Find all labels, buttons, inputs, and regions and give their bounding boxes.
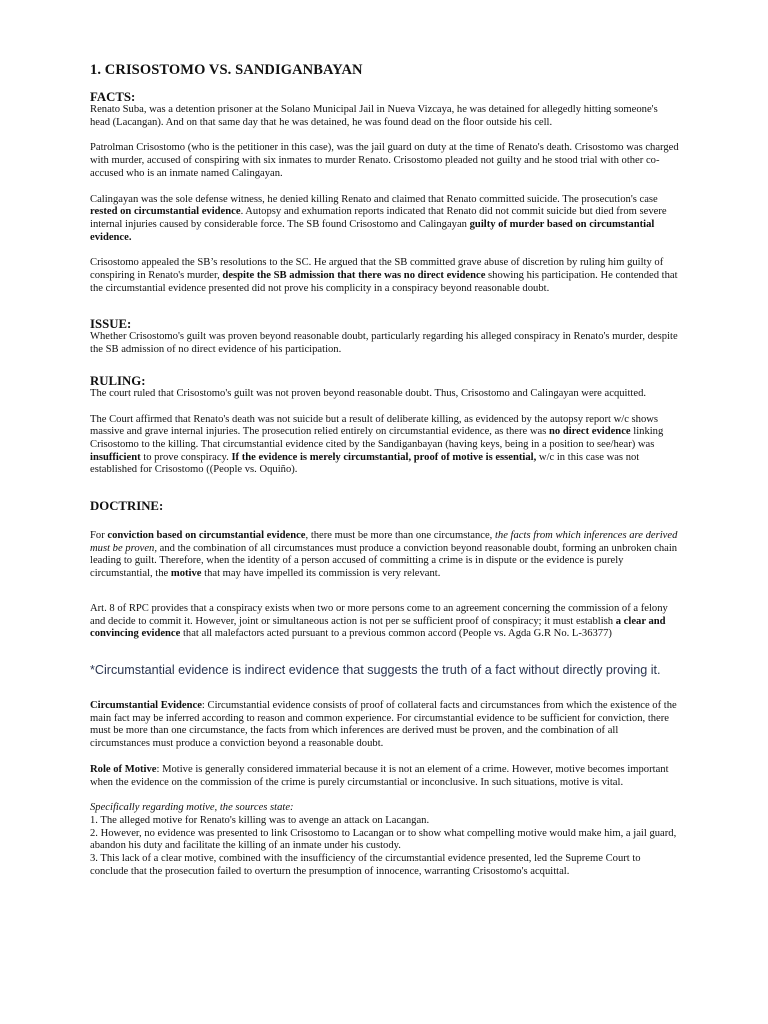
issue-paragraph: Whether Crisostomo's guilt was proven beyond reasonable doubt, particularly regarding his alleged conspiracy in Renato's murder, despite the SB admission of no direct evidence of his participation. bbox=[90, 331, 678, 356]
facts-paragraph-4: Crisostomo appealed the SB’s resolutions to the SC. He argued that the SB committed grave abuse of discretion by ruling him guilty of conspiring in Renato's murder, despite the SB admission that there was no direct evidence showing his participation. He contended that the circumstantial evidence presented did not prove his complicity in a conspiracy beyond reasonable doubt. bbox=[90, 257, 678, 294]
doctrine-heading: DOCTRINE: bbox=[90, 499, 164, 514]
doctrine-paragraph-1: For conviction based on circumstantial evidence, there must be more than one circumstance, the facts from which inferences are derived must be proven, and the combination of all circumstances must produce a conviction beyond reasonable doubt, forming an unbroken chain leading to guilt. Therefore, when the identity of a person accused of committing a crime is in dispute or the evidence is purely circumstantial, the motive that may have impelled its commission is very relevant. bbox=[90, 530, 678, 580]
case-title: 1. CRISOSTOMO VS. SANDIGANBAYAN bbox=[90, 62, 363, 78]
ruling-paragraph-1: The court ruled that Crisostomo's guilt was not proven beyond reasonable doubt. Thus, Crisostomo and Calingayan were acquitted. bbox=[90, 387, 647, 399]
list-item: 2. However, no evidence was presented to link Crisostomo to Lacangan or to show what compelling motive would make him, a jail guard, abandon his duty and facilitate the killing of an inmate under his custody. bbox=[90, 827, 677, 852]
ruling-paragraph-2: The Court affirmed that Renato's death was not suicide but a result of deliberate killing, as evidenced by the autopsy report w/c shows massive and grave internal injuries. The prosecution relied entirely on circumstantial evidence, as there was no direct evidence linking Crisostomo to the killing. That circumstantial evidence cited by the Sandiganbayan (having keys, being in a position to see/hear) was insufficient to prove conspiracy. If the evidence is merely circumstantial, proof of motive is essential, w/c in this case was not established for Crisostomo ((People vs. Oquiño). bbox=[90, 413, 664, 476]
motive-intro: Specifically regarding motive, the sources state: bbox=[90, 802, 294, 814]
facts-paragraph-3: Calingayan was the sole defense witness, he denied killing Renato and claimed that Renato committed suicide. The prosecution's case rested on circumstantial evidence. Autopsy and exhumation reports indicated that Renato did not commit suicide but died from severe internal injuries caused by considerable force. The SB found Crisostomo and Calingayan guilty of murder based on circumstantial evidence. bbox=[90, 193, 667, 243]
ruling-heading: RULING: bbox=[90, 373, 146, 388]
facts-paragraph-1: Renato Suba, was a detention prisoner at the Solano Municipal Jail in Nueva Vizcaya, he was detained for allegedly hitting someone's head (Lacangan). And on that same day that he was detained, he was found dead on the floor outside his cell. bbox=[90, 104, 658, 128]
circumstantial-evidence-note: *Circumstantial evidence is indirect evidence that suggests the truth of a fact without directly proving it. bbox=[90, 662, 661, 677]
motive-points-list bbox=[90, 815, 680, 879]
facts-heading: FACTS: bbox=[90, 90, 136, 104]
role-of-motive-definition: Role of Motive: Motive is generally considered immaterial because it is not an element of a crime. However, motive becomes important when the evidence on the commission of the crime is purely circumstantial or inconclusive. In such situations, motive is vital. bbox=[90, 763, 669, 788]
document-page bbox=[90, 62, 680, 878]
list-item: 1. The alleged motive for Renato's killing was to avenge an attack on Lacangan. bbox=[90, 814, 430, 826]
circumstantial-evidence-definition: Circumstantial Evidence: Circumstantial evidence consists of proof of collateral facts and circumstances from which the existence of the main fact may be inferred according to reason and common experience. For circumstantial evidence to be sufficient for conviction, there must be more than one circumstance, the facts from which inferences are derived must be proven, and the combination of all circumstances must produce a conviction beyond a reasonable doubt. bbox=[90, 699, 677, 750]
facts-paragraph-2: Patrolman Crisostomo (who is the petitioner in this case), was the jail guard on duty at the time of Renato's death. Crisostomo was charged with murder, accused of conspiring with six inmates to murder Renato. Crisostomo pleaded not guilty and he stood trial with other co-accused who is an inmate named Calingayan. bbox=[90, 142, 679, 179]
list-item: 3. This lack of a clear motive, combined with the insufficiency of the circumstantial evidence presented, led the Supreme Court to conclude that the prosecution failed to overturn the presumption of innocence, warranting Crisostomo's acquittal. bbox=[90, 853, 641, 877]
doctrine-paragraph-2: Art. 8 of RPC provides that a conspiracy exists when two or more persons come to an agreement concerning the commission of a felony and decide to commit it. However, joint or simultaneous action is not per se sufficient proof of conspiracy; it must establish a clear and convincing evidence that all malefactors acted pursuant to a previous common accord (People vs. Agda G.R No. L-36377) bbox=[90, 602, 668, 640]
issue-heading: ISSUE: bbox=[90, 317, 132, 332]
